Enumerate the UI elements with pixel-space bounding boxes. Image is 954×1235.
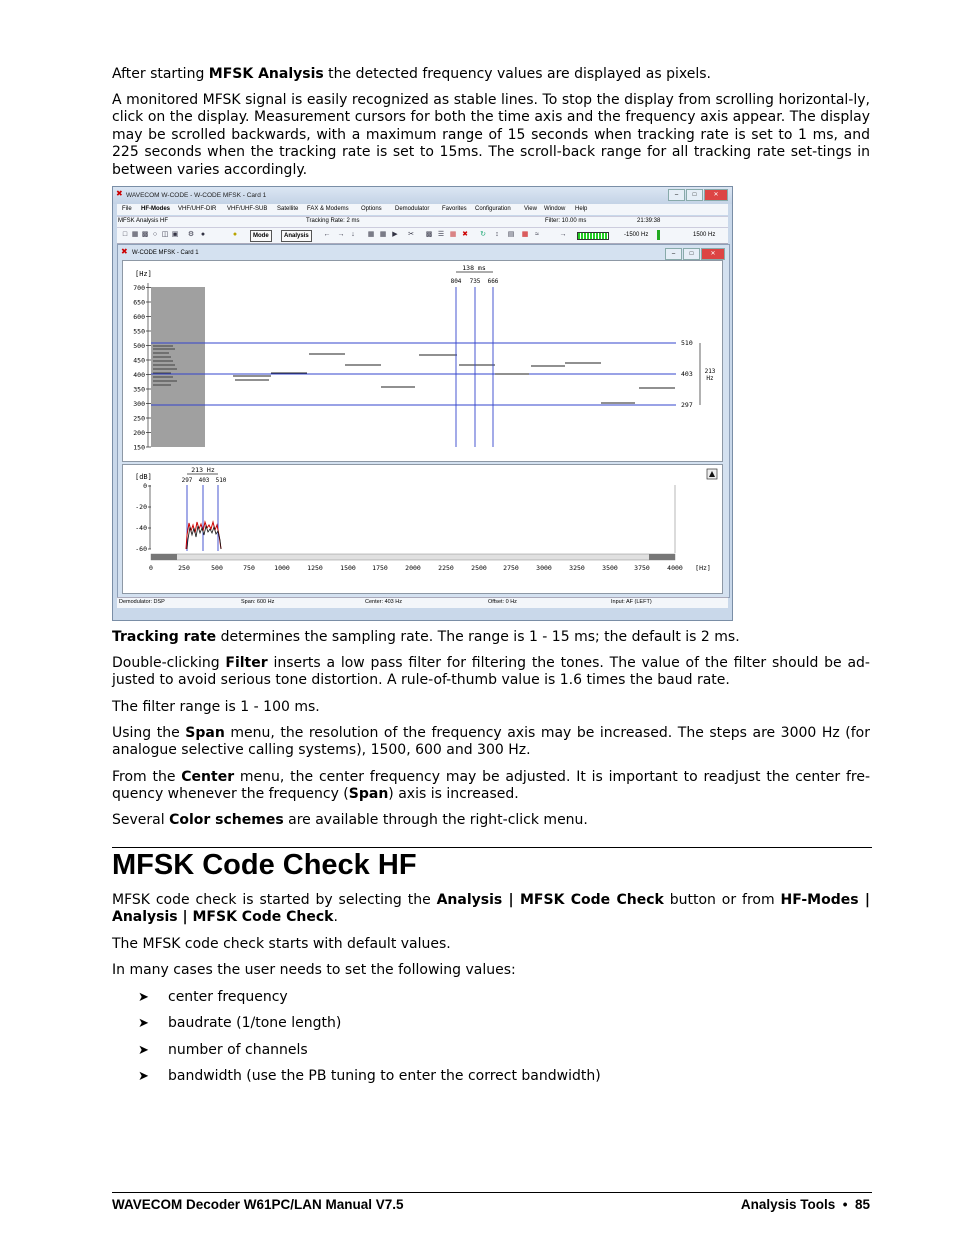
arrow-bullet-icon: ➤ (138, 990, 149, 1005)
frequency-time-display[interactable] (122, 260, 723, 462)
x-tick-label: 2750 (503, 564, 519, 572)
status-span[interactable]: Span: 600 Hz (241, 599, 275, 605)
db-tick-label: 0 (143, 482, 147, 490)
peak-label: 297 (181, 477, 193, 484)
x-tick-label: 750 (243, 564, 255, 572)
list-icon[interactable]: ☰ (437, 231, 445, 238)
monitor-icon[interactable]: ▩ (425, 231, 433, 238)
y-tick-label: 350 (133, 385, 145, 394)
chart-icon[interactable]: ▤ (507, 231, 515, 238)
cut-icon[interactable]: ✂ (408, 231, 414, 238)
list-item: ➤ baudrate (1/tone length) (138, 1015, 342, 1032)
y-tick-label: 650 (133, 298, 145, 307)
paragraph-color-schemes: Several Color schemes are available through the right-click menu. (112, 812, 588, 828)
section-heading: MFSK Code Check HF (112, 849, 417, 881)
bottom-status-bar (117, 597, 728, 608)
menu-view[interactable]: View (524, 206, 537, 212)
status-row (117, 216, 728, 227)
y-tick-label: 400 (133, 371, 145, 379)
footer-rule (112, 1192, 872, 1193)
y-tick-label: 550 (133, 327, 145, 336)
spectrum-display[interactable] (122, 464, 723, 594)
y-tick-label: 250 (133, 414, 145, 423)
paragraph-span: Using the Span menu, the resolution of the frequency axis may be increased. The steps are 3000 Hz (for analogue selective calling systems), 1500, 600 and 300 Hz. (112, 725, 870, 759)
x-unit-label: [Hz] (695, 564, 711, 572)
menu-help[interactable]: Help (575, 206, 588, 212)
left-frequency: -1500 Hz (624, 232, 649, 238)
child-app-icon: ✖ (121, 247, 128, 256)
peak-span-label: 213 Hz (191, 466, 215, 474)
status-center[interactable]: Center: 403 Hz (365, 599, 402, 605)
db-tick-label: -40 (135, 524, 147, 532)
spectrum-plot[interactable] (123, 465, 722, 593)
wave-icon[interactable]: ≈ (535, 231, 539, 238)
lightbulb-icon[interactable]: ● (232, 231, 238, 238)
settings-icon[interactable]: ⚙ (187, 231, 195, 238)
menu-favorites[interactable]: Favorites (442, 206, 467, 212)
status-tracking-rate[interactable]: Tracking Rate: 2 ms (306, 218, 360, 224)
paragraph-display: A monitored MFSK signal is easily recognized as stable lines. To stop the display from scrolling horizontal-ly, click on the display. Measurement cursors for both the time axis and the frequency axis appear. The display may be scrolled backwards, with a maximum range of 15 seconds when tracking rate is set to 1 ms, and 225 seconds when the tracking rate is set to 15ms. The scroll-back range for all tracking rate set-tings in between varies accordingly. (112, 92, 870, 178)
freq-mark-label: 403 (681, 370, 693, 378)
freq-mark-label: 510 (681, 339, 693, 347)
child-window-title: W-CODE MFSK - Card 1 (132, 250, 199, 256)
cursor-label: 666 (487, 278, 499, 285)
updown-icon[interactable]: ↕ (495, 231, 499, 238)
tuning-marker[interactable] (657, 230, 660, 240)
scroll-right-handle[interactable] (649, 554, 675, 560)
menu-hf-modes[interactable]: HF-Modes (141, 206, 170, 212)
menu-file[interactable]: File (122, 206, 132, 212)
frequency-time-plot[interactable] (123, 261, 722, 461)
menu-fax-modems[interactable]: FAX & Modems (307, 206, 349, 212)
list-item: ➤ center frequency (138, 989, 288, 1005)
app-icon: ✖ (116, 189, 123, 198)
maximize-icon[interactable]: □ (686, 189, 703, 201)
window-title: WAVECOM W-CODE - W-CODE MFSK - Card 1 (126, 192, 267, 199)
paste-icon[interactable]: ▣ (171, 231, 179, 238)
x-tick-label: 4000 (667, 564, 683, 572)
toolbar (117, 227, 728, 244)
y-tick-label: 300 (133, 400, 145, 408)
lower-x-axis (149, 564, 711, 572)
stop-icon[interactable]: ✖ (462, 231, 468, 238)
window-controls (668, 189, 728, 201)
help-icon[interactable]: ● (200, 231, 206, 238)
level-meter (577, 232, 609, 240)
x-tick-label: 1000 (274, 564, 290, 572)
upper-unit-label: [Hz] (135, 270, 152, 278)
x-tick-label: 0 (149, 564, 153, 572)
right-frequency: 1500 Hz (693, 232, 716, 238)
mode-button[interactable]: Mode (250, 230, 272, 242)
freq-span-unit: Hz (706, 375, 714, 382)
x-tick-label: 1500 (340, 564, 356, 572)
cursor-span-label: 138 ms (462, 264, 486, 272)
paragraph-filter: Double-clicking Filter inserts a low pass filter for filtering the tones. The value of the filter should be ad-justed to avoid serious tone distortion. A rule-of-thumb value is 1.6 times the baud rate. (112, 655, 870, 689)
close-icon[interactable]: ✕ (704, 189, 728, 201)
copy-icon[interactable]: ◫ (161, 231, 169, 238)
grid-icon[interactable]: ▦ (379, 231, 387, 238)
menu-vhf-dir[interactable]: VHF/UHF-DIR (178, 206, 217, 212)
zoom-icon[interactable]: ▦ (367, 231, 375, 238)
open-icon[interactable]: □ (122, 231, 128, 238)
child-maximize-icon[interactable]: □ (683, 248, 700, 260)
frequency-scrollbar[interactable] (151, 554, 675, 560)
menu-demodulator[interactable]: Demodulator (395, 206, 430, 212)
paragraph-filter-range: The filter range is 1 - 100 ms. (112, 699, 320, 715)
page-number: 85 (854, 1197, 870, 1212)
x-tick-label: 3750 (634, 564, 650, 572)
peak-label: 403 (198, 477, 210, 484)
list-item: ➤ number of channels (138, 1041, 308, 1058)
status-demodulator[interactable]: Demodulator: DSP (119, 599, 165, 605)
plot-area (205, 287, 675, 447)
slider-icon[interactable]: → (559, 231, 567, 238)
save-icon[interactable]: ▦ (131, 231, 139, 238)
child-close-icon[interactable]: ✕ (701, 248, 725, 260)
list-item: ➤ bandwidth (use the PB tuning to enter the correct bandwidth) (138, 1067, 601, 1084)
status-time: 21:39:38 (637, 218, 661, 224)
cursor-label: 735 (469, 278, 481, 285)
paragraph-center: From the Center menu, the center frequency may be adjusted. It is important to readjust the center fre-quency whenever the frequency (Span) axis is increased. (112, 769, 871, 803)
freq-span-label: 213 (704, 368, 716, 375)
child-window-controls (665, 248, 725, 260)
table-icon[interactable]: ▦ (449, 231, 457, 238)
window-titlebar (113, 187, 732, 204)
bullet-list (138, 989, 601, 1094)
x-tick-label: 2500 (471, 564, 487, 572)
menu-configuration[interactable]: Configuration (475, 206, 511, 212)
arrow-bullet-icon: ➤ (138, 1042, 149, 1058)
paragraph-values: In many cases the user needs to set the following values: (112, 962, 516, 978)
x-tick-label: 1750 (372, 564, 388, 572)
lower-unit-label: [dB] (135, 473, 152, 481)
paragraph-tracking-rate: Tracking rate determines the sampling rate. The range is 1 - 15 ms; the default is 2 ms. (112, 629, 740, 645)
status-filter[interactable]: Filter: 10.00 ms (545, 218, 587, 224)
child-minimize-icon[interactable]: – (665, 248, 682, 260)
history-area (151, 287, 205, 447)
down-icon[interactable]: ↓ (351, 231, 355, 238)
bullet-icon: • (842, 1197, 848, 1212)
status-offset[interactable]: Offset: 0 Hz (488, 599, 517, 605)
status-input[interactable]: Input: AF (LEFT) (611, 599, 652, 605)
menu-vhf-sub[interactable]: VHF/UHF-SUB (227, 206, 268, 212)
peak-label: 510 (215, 477, 227, 484)
y-tick-label: 600 (133, 313, 145, 321)
x-tick-label: 250 (178, 564, 190, 572)
x-tick-label: 2250 (438, 564, 454, 572)
menu-window[interactable]: Window (544, 206, 566, 212)
menu-options[interactable]: Options (361, 206, 382, 212)
play-icon[interactable]: ▶ (392, 231, 398, 238)
x-tick-label: 500 (211, 564, 223, 572)
y-tick-label: 200 (133, 429, 145, 437)
lower-y-axis (135, 482, 153, 553)
x-tick-label: 1250 (307, 564, 323, 572)
x-tick-label: 2000 (405, 564, 421, 572)
arrow-bullet-icon: ➤ (138, 1068, 149, 1084)
paragraph-intro: After starting MFSK Analysis the detected frequency values are displayed as pixels. (112, 66, 711, 82)
paragraph-code-check: MFSK code check is started by selecting the Analysis | MFSK Code Check button or from HF-Modes | Analysis | MFSK Code Check. (112, 892, 871, 926)
sync-icon[interactable]: ↻ (480, 231, 486, 238)
mfsk-screenshot (112, 186, 733, 621)
menu-satellite[interactable]: Satellite (277, 206, 299, 212)
x-tick-label: 3000 (536, 564, 552, 572)
upper-y-axis (133, 283, 151, 452)
y-tick-label: 150 (133, 443, 145, 452)
y-tick-label: 700 (133, 284, 145, 292)
forward-icon[interactable]: → (337, 231, 345, 238)
freq-mark-label: 297 (681, 401, 693, 409)
child-window (117, 244, 730, 598)
db-tick-label: -20 (135, 503, 147, 511)
analysis-button[interactable]: Analysis (281, 230, 312, 242)
footer-manual-title: WAVECOM Decoder W61PC/LAN Manual V7.5 (112, 1197, 404, 1212)
x-tick-label: 3500 (602, 564, 618, 572)
menu-bar (117, 204, 728, 215)
status-mode: MFSK Analysis HF (118, 218, 169, 224)
x-tick-label: 3250 (569, 564, 585, 572)
back-icon[interactable]: ← (323, 231, 331, 238)
scroll-left-handle[interactable] (151, 554, 177, 560)
record-icon[interactable]: ○ (152, 231, 158, 238)
print-icon[interactable]: ▩ (141, 231, 149, 238)
y-tick-label: 500 (133, 342, 145, 350)
paragraph-defaults: The MFSK code check starts with default values. (112, 936, 451, 952)
y-tick-label: 450 (133, 356, 145, 365)
arrow-bullet-icon: ➤ (138, 1016, 149, 1032)
minimize-icon[interactable]: – (668, 189, 685, 201)
footer-page-info: Analysis Tools • 85 (740, 1197, 870, 1212)
db-tick-label: -60 (135, 545, 147, 553)
alert-icon[interactable]: ▦ (521, 231, 529, 238)
cursor-label: 804 (450, 278, 462, 285)
